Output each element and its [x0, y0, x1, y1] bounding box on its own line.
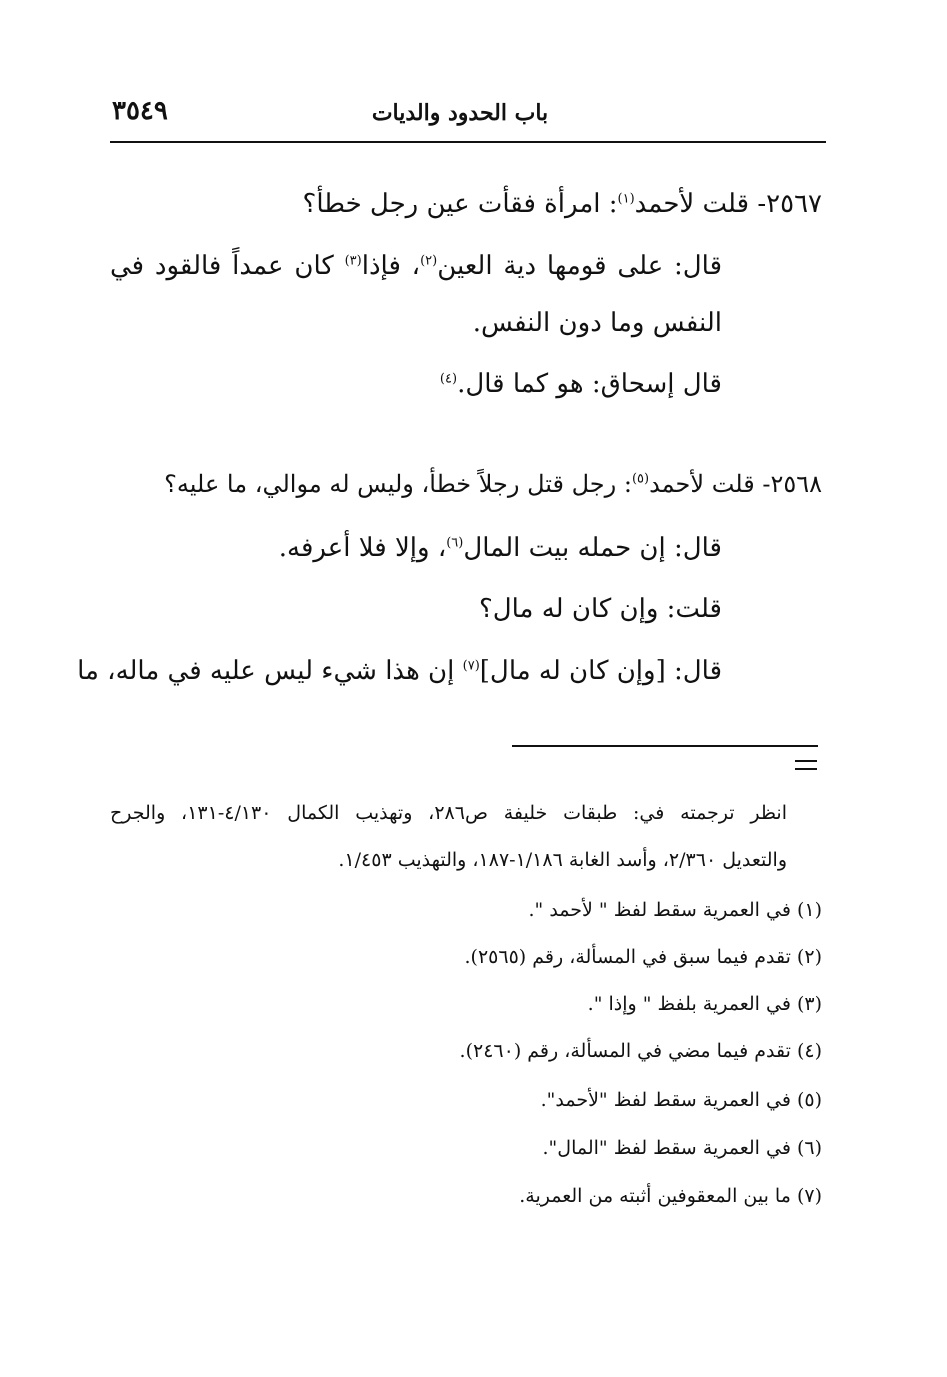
footnote-ref: (٧) — [462, 658, 480, 674]
footnote-1: (١) في العمرية سقط لفظ " لأحمد ". — [528, 899, 822, 921]
footnote-ref: (٤) — [439, 371, 458, 387]
answer-text: ، وإلا فلا أعرفه. — [278, 533, 447, 563]
continuation-mark — [795, 760, 819, 770]
footnote-4: (٤) تقدم فيما مضي في المسألة، رقم (٢٤٦٠). — [459, 1040, 822, 1062]
footnote-ref: (١) — [617, 191, 635, 207]
footnote-3: (٣) في العمرية بلفظ " وإذا ". — [587, 993, 822, 1015]
answer-text: كان عمداً فالقود في — [110, 251, 345, 281]
header-divider — [110, 141, 826, 143]
page-number: ٣٥٤٩ — [112, 96, 168, 126]
entry-number: ٢٥٦٨- — [762, 470, 822, 498]
entry-2567-question — [110, 184, 822, 224]
footnote-ref: (٥) — [631, 471, 650, 487]
footnote-2: (٢) تقدم فيما سبق في المسألة، رقم (٢٥٦٥). — [464, 946, 822, 968]
question-text: : رجل قتل رجلاً خطأ، وليس له موالي، ما عليه؟ — [164, 470, 632, 498]
footnote-7: (٧) ما بين المعقوفين أثبته من العمرية. — [519, 1185, 822, 1207]
entry-2568-question2 — [110, 589, 722, 629]
answer-text: النفس وما دون النفس. — [472, 308, 722, 338]
entry-2567-ishaq-answer — [110, 364, 722, 404]
answer-text: ، فإذا — [361, 251, 421, 281]
footnote-ref: (٣) — [344, 253, 362, 269]
entry-2568-answer-line1 — [110, 528, 722, 568]
footnote-5: (٥) في العمرية سقط لفظ "لأحمد". — [540, 1089, 822, 1111]
entry-2568-question — [110, 464, 822, 504]
entry-number: ٢٥٦٧- — [757, 189, 822, 219]
answer-text: قال: [وإن كان له مال] — [479, 656, 722, 686]
footnote-intro-line1: انظر ترجمته في: طبقات خليفة ص٢٨٦، وتهذيب الكمال ٤/١٣٠-١٣١، والجرح — [110, 802, 788, 824]
answer-text: إن هذا شيء ليس عليه في ماله، ما — [77, 656, 463, 686]
question-text: قلت: وإن كان له مال؟ — [478, 594, 722, 624]
entry-2567-answer-line1 — [110, 246, 722, 286]
answer-text: قال: إن حمله بيت المال — [463, 533, 722, 563]
chapter-title: باب الحدود والديات — [371, 100, 549, 126]
footnote-separator — [512, 745, 818, 747]
entry-2568-answer-line2 — [77, 651, 722, 691]
footnote-6: (٦) في العمرية سقط لفظ "المال". — [542, 1137, 822, 1159]
question-text: : امرأة فقأت عين رجل خطأ؟ — [302, 189, 618, 219]
question-prefix: قلت لأحمد — [634, 189, 758, 219]
footnote-ref: (٦) — [446, 535, 464, 551]
entry-2567-answer-line2 — [110, 303, 722, 343]
answer-text: قال: على قومها دية العين — [437, 251, 723, 281]
footnote-ref: (٢) — [420, 253, 438, 269]
question-prefix: قلت لأحمد — [649, 470, 763, 498]
answer-text: قال إسحاق: هو كما قال. — [457, 369, 722, 399]
footnote-intro-line2: والتعديل ٢/٣٦٠، وأسد الغابة ١/١٨٦-١٨٧، والتهذيب ١/٤٥٣. — [338, 849, 787, 871]
